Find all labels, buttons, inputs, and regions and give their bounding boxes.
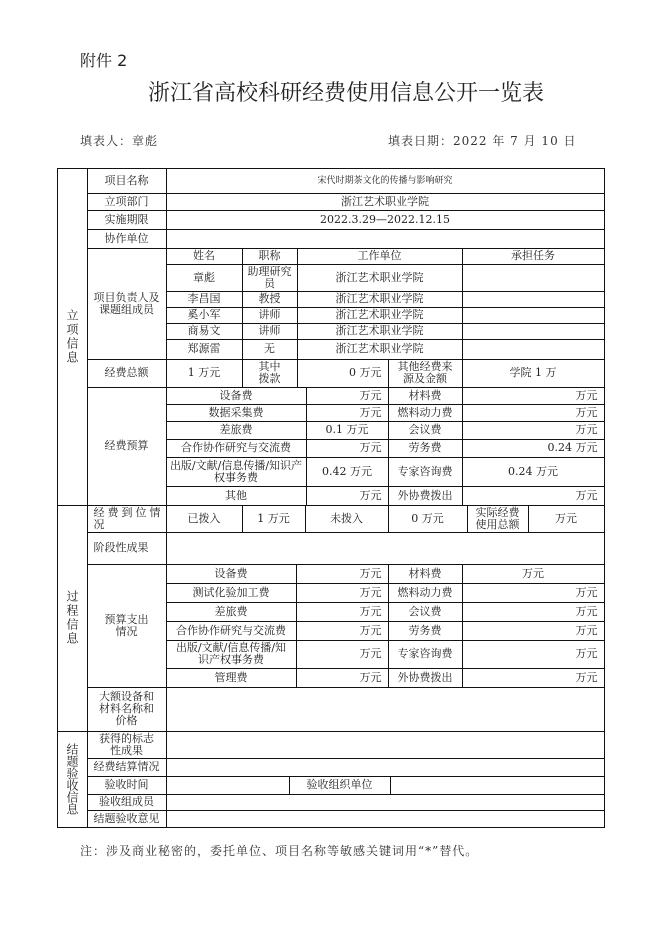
total-value: 1 万元 [166,359,243,388]
members-header-title: 职称 [242,248,298,265]
member-unit: 浙江艺术职业学院 [297,291,463,308]
member-title: 助理研究员 [242,264,298,292]
members-header-unit: 工作单位 [297,248,463,265]
budget-item-value: 0.1 万元 [306,421,389,440]
member-title: 教授 [242,291,298,308]
allocated-label: 其中拨款 [242,359,298,388]
member-title: 讲师 [242,323,298,340]
budget-item-label: 出版/文献/信息传播/知识产权事务费 [166,457,307,487]
filler-label: 填表人：章彪 [80,134,159,148]
spend-item-value: 万元 [462,564,605,584]
budget-item-label: 差旅费 [166,421,307,440]
budget-item-label: 外协费拨出 [388,486,463,506]
section-process-label: 过程信息 [57,505,88,732]
spend-item-value: 万元 [296,640,389,669]
spend-item-label: 设备费 [166,564,297,584]
dept-value: 浙江艺术职业学院 [166,193,605,211]
spend-item-value: 万元 [462,640,605,669]
spend-item-value: 万元 [462,668,605,688]
member-task [462,339,605,360]
spend-item-label: 材料费 [388,564,463,584]
equipment-value [166,687,605,732]
equipment-label: 大额设备和材料名称和价格 [87,687,167,732]
members-label: 项目负责人及课题组成员 [87,248,167,360]
accept-members-label: 验收组成员 [87,794,167,811]
spend-item-value: 万元 [296,602,389,622]
page-title: 浙江省高校科研经费使用信息公开一览表 [147,81,544,106]
coop-label: 协作单位 [87,229,167,249]
spend-item-value: 万元 [462,583,605,603]
member-unit: 浙江艺术职业学院 [297,264,463,292]
accept-org-label: 验收组织单位 [289,776,391,795]
stage-label: 阶段性成果 [87,532,167,565]
member-name: 郑源雷 [166,339,243,360]
member-title: 讲师 [242,307,298,324]
member-task [462,264,605,292]
budget-item-label: 专家咨询费 [388,457,463,487]
budget-item-value: 万元 [462,421,605,440]
member-task [462,323,605,340]
member-unit: 浙江艺术职业学院 [297,307,463,324]
spend-item-value: 万元 [296,564,389,584]
spend-item-label: 管理费 [166,668,297,688]
budget-item-value: 万元 [306,387,389,405]
period-value: 2022.3.29—2022.12.15 [166,210,605,230]
spend-item-value: 万元 [296,583,389,603]
budget-item-label: 其他 [166,486,307,506]
member-task [462,307,605,324]
actual-value: 万元 [528,505,605,533]
period-label: 实施期限 [87,210,167,230]
accept-time-value [166,776,290,795]
accept-org-value [390,776,605,795]
budget-item-label: 数据采集费 [166,404,307,422]
date-label: 填表日期：2022 年 7 月 10 日 [388,134,577,148]
budget-item-label: 设备费 [166,387,307,405]
member-name: 奚小军 [166,307,243,324]
arrival-label: 经费到位情况 [87,505,167,533]
actual-label: 实际经费使用总额 [467,505,529,533]
total-label: 经费总额 [87,359,167,388]
project-name-value: 宋代时期茶文化的传播与影响研究 [166,168,605,194]
other-source-value: 学院 1 万 [462,359,605,388]
coop-value [166,229,605,249]
spend-item-value: 万元 [296,668,389,688]
accept-members-value [166,794,605,811]
spend-item-value: 万元 [462,602,605,622]
budget-item-label: 合作协作研究与交流费 [166,439,307,458]
other-source-label: 其他经费来源及金额 [388,359,463,388]
member-task [462,291,605,308]
spend-item-label: 外协费拨出 [388,668,463,688]
allocated-value: 0 万元 [297,359,389,388]
spend-label: 预算支出情况 [87,564,167,688]
budget-item-label: 材料费 [388,387,463,405]
member-unit: 浙江艺术职业学院 [297,339,463,360]
member-name: 李昌国 [166,291,243,308]
budget-item-value: 万元 [462,404,605,422]
spend-item-label: 劳务费 [388,621,463,641]
spend-item-label: 燃料动力费 [388,583,463,603]
budget-item-label: 劳务费 [388,439,463,458]
budget-item-value: 万元 [306,439,389,458]
member-unit: 浙江艺术职业学院 [297,323,463,340]
budget-item-value: 0.24 万元 [462,439,605,458]
budget-item-value: 万元 [306,486,389,506]
pending-value: 0 万元 [388,505,468,533]
spend-item-label: 测试化验加工费 [166,583,297,603]
member-name: 章彪 [166,264,243,292]
budget-label: 经费预算 [87,387,167,506]
received-value: 1 万元 [242,505,306,533]
budget-item-value: 万元 [462,387,605,405]
achievement-label: 获得的标志性成果 [87,731,167,759]
section-closing-label: 结题验收信息 [57,731,88,828]
accept-time-label: 验收时间 [87,776,167,795]
member-title: 无 [242,339,298,360]
received-label: 已拨入 [166,505,243,533]
stage-value [166,532,605,565]
budget-item-value: 0.24 万元 [462,457,605,487]
settlement-label: 经费结算情况 [87,758,167,777]
dept-label: 立项部门 [87,193,167,211]
spend-item-label: 会议费 [388,602,463,622]
spend-item-label: 专家咨询费 [388,640,463,669]
spend-item-label: 合作协作研究与交流费 [166,621,297,641]
spend-item-value: 万元 [462,621,605,641]
members-header-name: 姓名 [166,248,243,265]
members-header-task: 承担任务 [462,248,605,265]
project-name-label: 项目名称 [87,168,167,194]
budget-item-label: 会议费 [388,421,463,440]
settlement-value [166,758,605,777]
footer-note: 注：涉及商业秘密的，委托单位、项目名称等敏感关键词用“*”替代。 [80,844,479,858]
budget-item-value: 万元 [306,404,389,422]
budget-item-value: 0.42 万元 [306,457,389,487]
member-name: 商易文 [166,323,243,340]
spend-item-label: 出版/文献/信息传播/知识产权事务费 [166,640,297,669]
budget-item-value: 万元 [462,486,605,506]
accept-opinion-value [166,810,605,828]
spend-item-value: 万元 [296,621,389,641]
pending-label: 未拨入 [305,505,389,533]
achievement-value [166,731,605,759]
spend-item-label: 差旅费 [166,602,297,622]
budget-item-label: 燃料动力费 [388,404,463,422]
accept-opinion-label: 结题验收意见 [87,810,167,828]
attachment-label: 附件 2 [80,51,128,70]
section-project-label: 立项信息 [57,168,88,506]
